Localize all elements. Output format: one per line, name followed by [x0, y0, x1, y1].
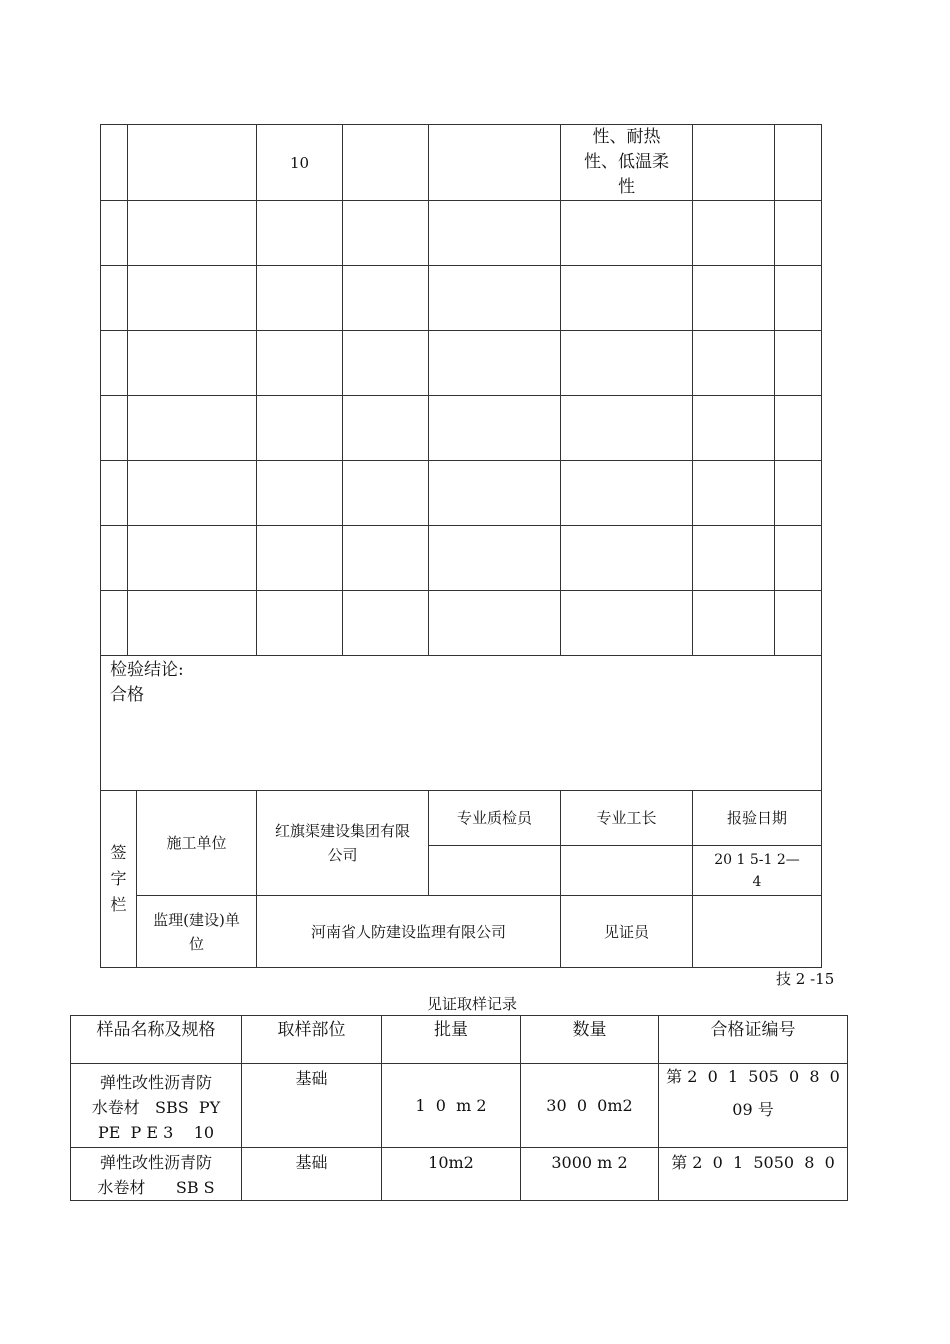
cell-test-items: 性、耐热 性、低温柔 性: [561, 125, 693, 201]
batch-size: 10m2: [382, 1148, 521, 1201]
certificate-number: 第 2 0 1 505 0 8 0 09 号: [659, 1064, 848, 1148]
signature-section-label: 签 字 栏: [101, 791, 137, 968]
conclusion-row: [101, 656, 822, 791]
table-row: [101, 461, 822, 526]
construction-unit-label: 施工单位: [137, 791, 257, 896]
report-date-label: 报验日期: [693, 791, 822, 846]
supervision-unit-value: 河南省人防建设监理有限公司: [257, 896, 561, 968]
construction-unit-value: 红旗渠建设集团有限 公司: [257, 791, 429, 896]
header-sample-name: 样品名称及规格: [71, 1016, 242, 1064]
witness-signature: [693, 896, 822, 968]
certificate-number: 第 2 0 1 5050 8 0: [659, 1148, 848, 1201]
supervision-unit-label: 监理(建设)单 位: [137, 896, 257, 968]
table-row: [71, 1064, 848, 1148]
conclusion-label: 检验结论:: [110, 660, 184, 680]
quality-inspector-label: 专业质检员: [429, 791, 561, 846]
header-batch: 批量: [382, 1016, 521, 1064]
table-row: [71, 1148, 848, 1201]
header-quantity: 数量: [521, 1016, 659, 1064]
inspection-table: [100, 124, 822, 968]
sample-name: 弹性改性沥青防 水卷材 SB S: [71, 1148, 242, 1201]
form-code: 技 2 -15: [776, 970, 835, 988]
quantity: 3000 m 2: [521, 1148, 659, 1201]
table-row: [101, 201, 822, 266]
quantity: 30 0 0m2: [521, 1064, 659, 1148]
report-date-value: 20 1 5-1 2— 4: [693, 846, 822, 896]
table-row: [101, 125, 822, 201]
table-row: [101, 526, 822, 591]
foreman-signature: [561, 846, 693, 896]
witness-label: 见证员: [561, 896, 693, 968]
table-row: [101, 396, 822, 461]
sample-name: 弹性改性沥青防 水卷材 SBS PY PE P E 3 10: [71, 1064, 242, 1148]
signature-row: [101, 791, 822, 846]
header-sampling-location: 取样部位: [242, 1016, 382, 1064]
table-row: [101, 266, 822, 331]
table-row: [101, 591, 822, 656]
header-certificate-number: 合格证编号: [659, 1016, 848, 1064]
cell-value: 10: [257, 125, 343, 201]
record-title: 见证取样记录: [427, 995, 518, 1013]
signature-row: [101, 896, 822, 968]
sampling-location: 基础: [242, 1064, 382, 1148]
table-row: [101, 331, 822, 396]
table-header-row: [71, 1016, 848, 1064]
sampling-location: 基础: [242, 1148, 382, 1201]
batch-size: 1 0 m 2: [382, 1064, 521, 1148]
conclusion-value: 合格: [110, 685, 144, 705]
quality-inspector-signature: [429, 846, 561, 896]
inspection-conclusion: [101, 656, 822, 791]
sample-record-table: [70, 1015, 848, 1201]
foreman-label: 专业工长: [561, 791, 693, 846]
